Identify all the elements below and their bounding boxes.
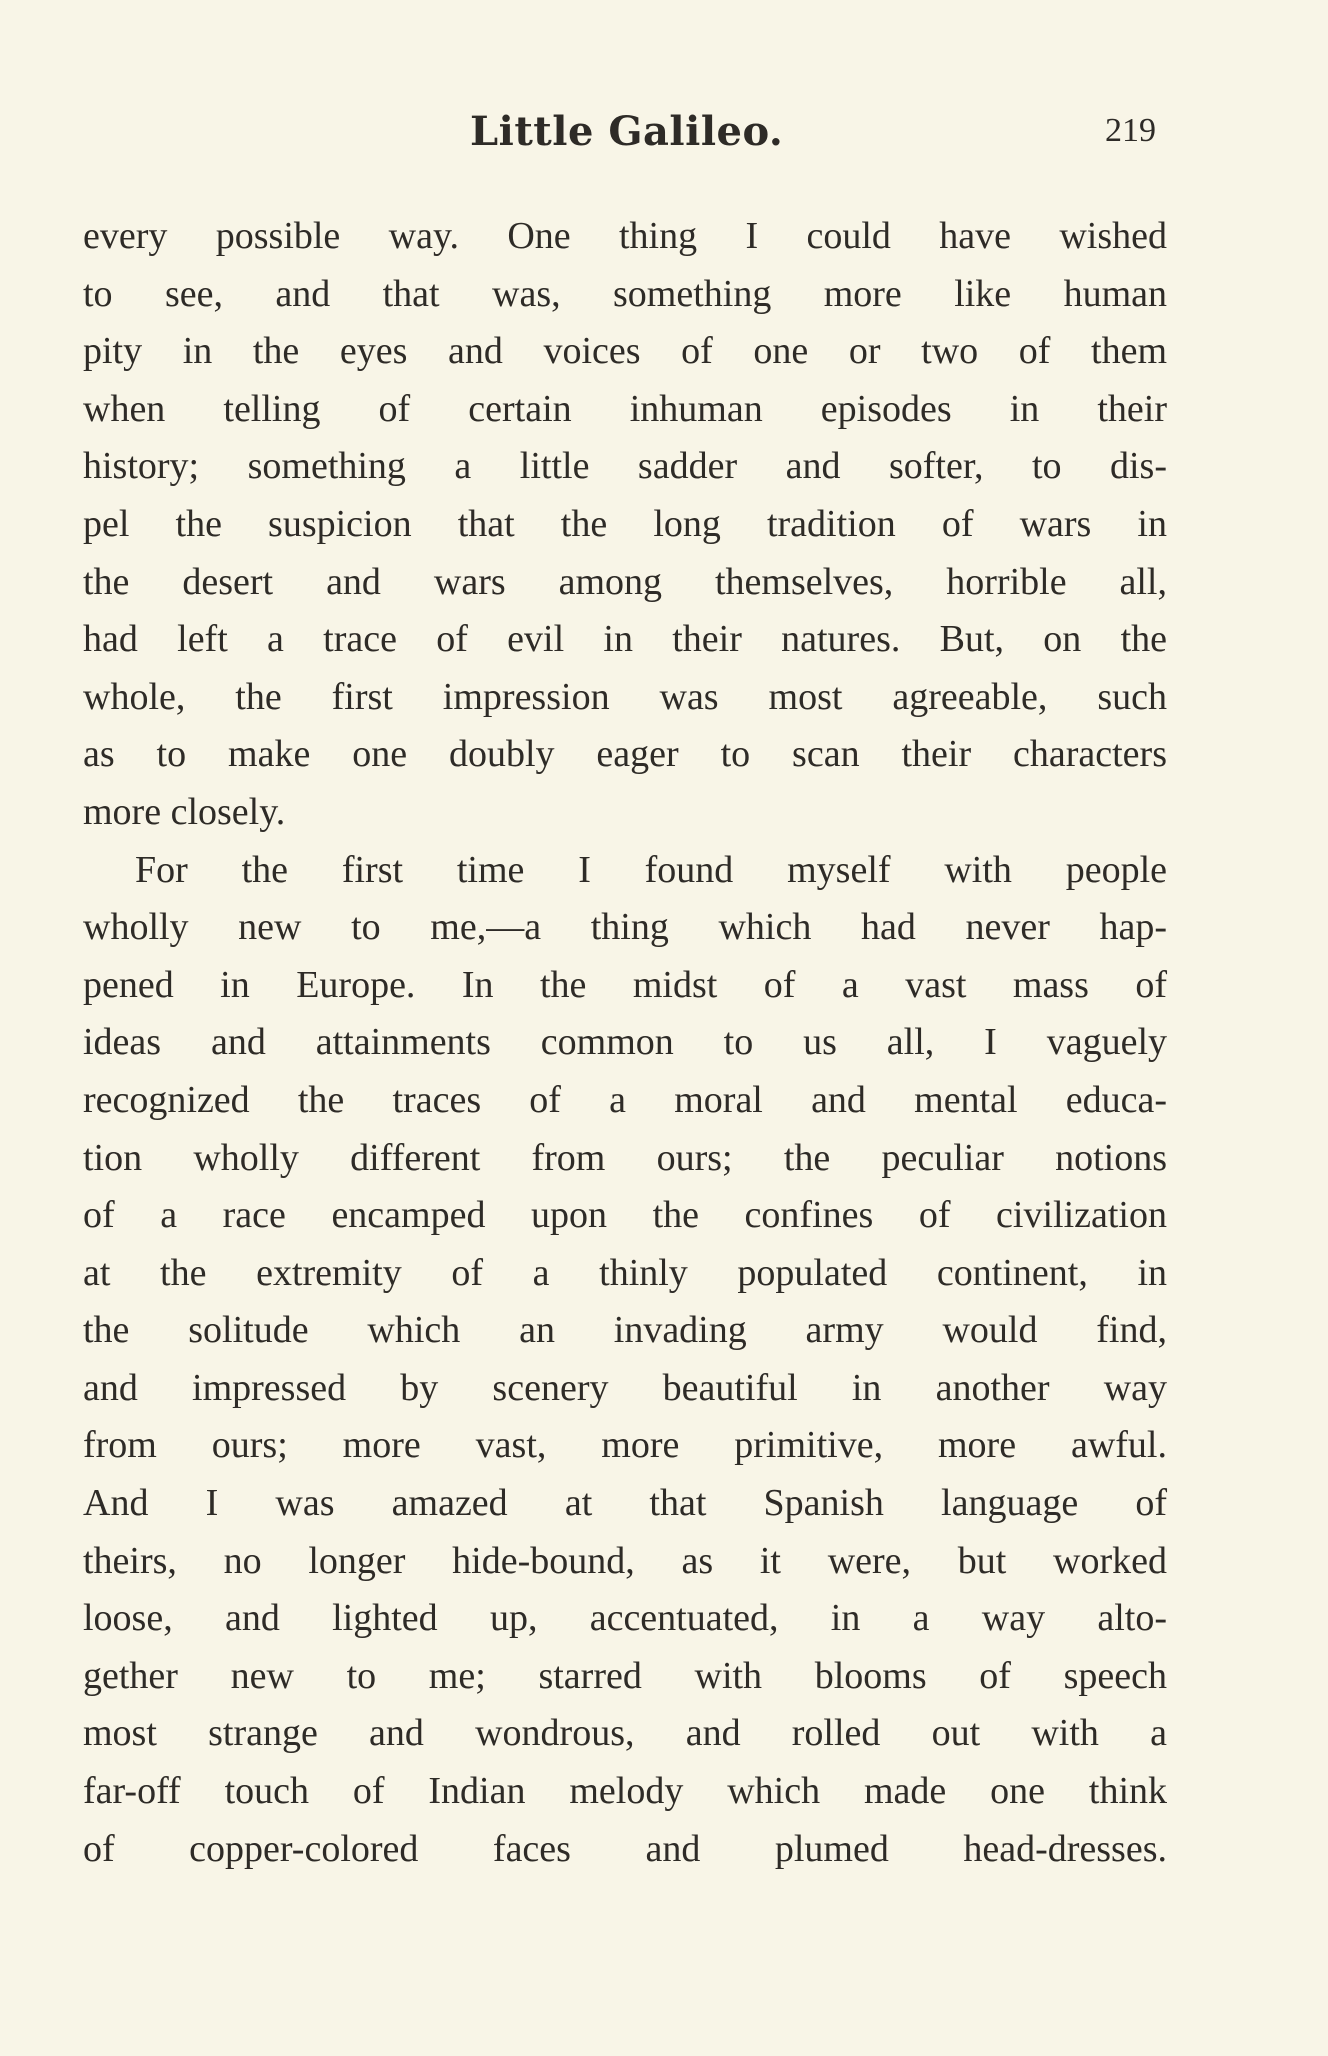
body-text: [83, 208, 1167, 1878]
text-line: of a race encamped upon the confines of civilization: [83, 1194, 1167, 1237]
text-line: For the first time I found myself with people: [135, 848, 1167, 891]
text-line: when telling of certain inhuman episodes in their: [83, 387, 1167, 430]
text-line: the desert and wars among themselves, horrible all,: [83, 560, 1167, 603]
text-line: at the extremity of a thinly populated continent, in: [83, 1251, 1167, 1294]
text-line: whole, the first impression was most agreeable, such: [83, 675, 1167, 718]
text-line: of copper-colored faces and plumed head-dresses.: [83, 1827, 1167, 1870]
running-head-title: Little Galileo.: [470, 108, 784, 155]
text-line: and impressed by scenery beautiful in another way: [83, 1366, 1167, 1409]
text-line: theirs, no longer hide-bound, as it were, but worked: [83, 1539, 1167, 1582]
text-line: to see, and that was, something more like human: [83, 272, 1167, 315]
text-line: ideas and attainments common to us all, I vaguely: [83, 1021, 1167, 1064]
text-line: pity in the eyes and voices of one or two of them: [83, 330, 1167, 373]
text-line: And I was amazed at that Spanish language of: [83, 1482, 1167, 1525]
text-line: as to make one doubly eager to scan their characters: [83, 733, 1167, 776]
text-line: far-off touch of Indian melody which made one think: [83, 1770, 1167, 1813]
text-line: the solitude which an invading army would find,: [83, 1309, 1167, 1352]
text-line: every possible way. One thing I could have wished: [83, 215, 1167, 257]
text-line: gether new to me; starred with blooms of speech: [83, 1654, 1167, 1697]
text-line: most strange and wondrous, and rolled out with a: [83, 1712, 1167, 1755]
text-line: tion wholly different from ours; the peculiar notions: [83, 1136, 1167, 1179]
text-line: from ours; more vast, more primitive, more awful.: [83, 1424, 1167, 1467]
running-head: [0, 108, 1328, 158]
page-number: 219: [1105, 112, 1156, 149]
text-line: pel the suspicion that the long tradition of wars in: [83, 502, 1167, 545]
text-line: wholly new to me,—a thing which had never hap-: [83, 906, 1167, 949]
text-line: more closely.: [83, 790, 286, 833]
text-line: recognized the traces of a moral and mental educa-: [83, 1078, 1167, 1121]
text-line: history; something a little sadder and softer, to dis-: [83, 445, 1167, 488]
text-line: loose, and lighted up, accentuated, in a way alto-: [83, 1597, 1167, 1640]
text-line: pened in Europe. In the midst of a vast mass of: [83, 963, 1167, 1006]
text-line: had left a trace of evil in their natures. But, on the: [83, 618, 1167, 661]
